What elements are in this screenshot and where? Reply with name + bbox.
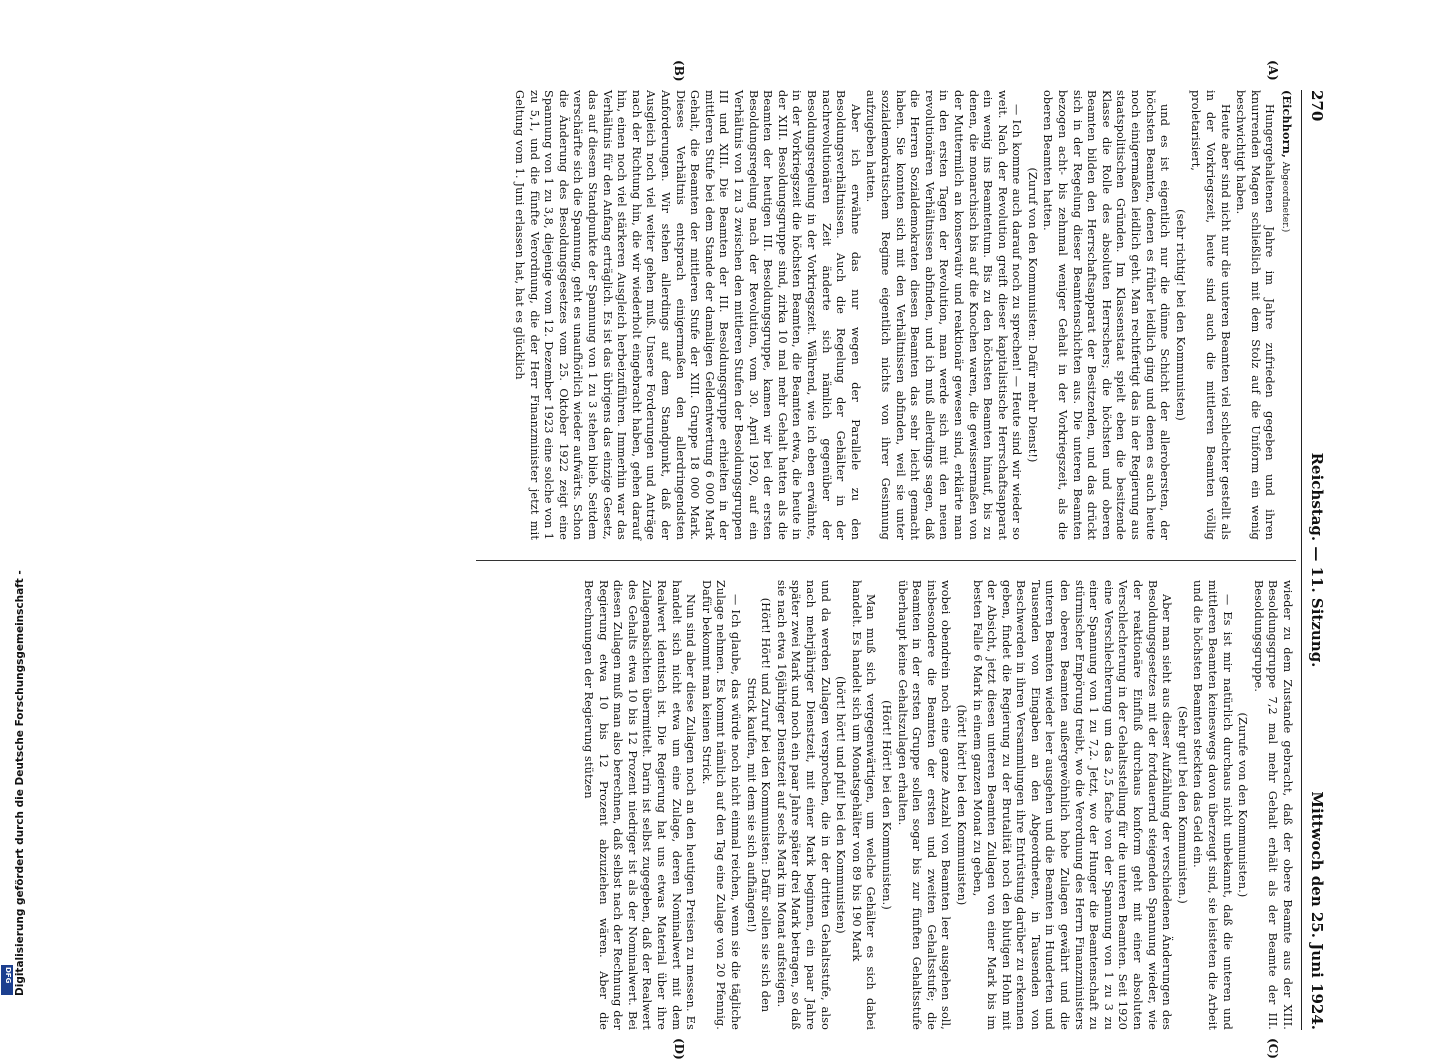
dfg-logo <box>1 965 13 995</box>
paragraph: wieder zu dem Zustande gebracht, daß der obere Beamte aus der XIII. Besoldungsgruppe 7,2 mal mehr Gehalt erhält als der Beamte der III. Besoldungsgruppe. <box>1251 580 1294 1030</box>
paragraph: Man muß sich vergegenwärtigen, um welche Gehälter es sich dabei handelt. Es handelt sich um Monatsgehälter von 89 bis 190 Mark <box>849 580 878 1030</box>
page-number: 270 <box>1308 90 1326 122</box>
paragraph: Heute aber sind nicht nur die unteren Beamten viel schlechter gestellt als in der Vorkriegszeit, heute sind auch die mittleren Beamten völlig proletarisiert, <box>1189 90 1232 540</box>
right-column <box>580 580 1295 1030</box>
page-header <box>1304 90 1326 1030</box>
interjection: (Sehr gut! bei den Kommunisten.) <box>1175 706 1189 904</box>
paragraph: und es ist eigentlich nur die dünne Schicht der allerobersten, der höchsten Beamten, denen es früher leidlich ging und denen es auch heute noch einigermaßen leidlich geht. Man rechtfertigt das in der Regierung aus staatspolitischen Gründen. Im Klassenstaat spielt eben die besitzende Klasse die Rolle des absoluten Herrschers; die höchsten und oberen Beamten bilden den Herrschaftsapparat der Besitzenden, und das drückt sich in der Regelung dieser Beamtenschichten aus. Die unteren Beamten bezogen acht- bis zehnmal weniger Gehalt in der Vorkriegszeit, als die oberen Beamten hatten. <box>1041 90 1172 540</box>
paragraph: Nun sind aber diese Zulagen noch an den heutigen Preisen zu messen. Es handelt sich nicht etwa um eine Zulage, deren Nominalwert mit dem Realwert identisch ist. Die Regierung hat uns etwas Material über ihre Zulagenabsichten übermittelt. Darin ist selbst zugegeben, daß der Realwert des Gehalts etwa 10 bis 12 Prozent niedriger ist als der Nominalwert. Bei diesen Zulagen muß man also berechnen, daß selbst nach der Rechnung der Regierung etwa 10 bis 12 Prozent abzuziehen wären. Aber die Berechnungen der Regierung stützen <box>582 580 698 1030</box>
interjection: (hört! hört! bei den Kommunisten) <box>954 704 968 906</box>
margin-marker-c: (C) <box>1266 1038 1280 1059</box>
interjection: (hört! hört! und pfui! bei den Kommunisten) <box>834 676 848 934</box>
paragraph: und da werden Zulagen versprochen, die in der dritten Gehaltsstufe, also nach mehrjähriger Dienstzeit, mit einer Mark beginnen, ein paar Jahre später zwei Mark und noch ein paar Jahre später drei Mark betragen, so daß sie nach etwa 16jähriger Dienstzeit auf sechs Mark im Monat aufsteigen. <box>774 580 832 1030</box>
left-column <box>511 90 1294 540</box>
paragraph: Aber man sieht aus dieser Aufzählung der verschiedenen Änderungen des Besoldungsgesetzes mit der fortdauernd steigenden Spannung wieder, wie der reaktionäre Einfluß durchaus konform geht mit einer absoluten Verschlechterung in der Gehaltsstellung für die unteren Beamten. Seit 1920 eine Verschlechterung um das 2,5 fache von der Spannung von 1 zu 3 zu einer Spannung von 1 zu 7,2. Jetzt, wo der Hunger die Beamtenschaft zu stürmischer Empörung treibt, wo die Verordnung des Herrn Finanzministers den oberen Beamten außergewöhnlich hohe Zulagen gewährt und die unteren Beamten wieder leer ausgehen und die Beamten in Hunderten und Tausenden von Eingaben an den Abgeordneten, in Tausenden von Beschwerden in ihren Versammlungen ihre Entrüstung darüber zu erkennen geben, findet die Regierung zu der Brutalität noch den blutigen Hohn mit der Absicht, jetzt diesen unteren Beamten Zulagen von einer Mark bis im besten Falle 6 Mark in einem ganzen Monat zu geben, <box>970 580 1174 1030</box>
interjection: (Hört! Hört! und Zuruf bei den Kommunisten: Dafür sollen sie sich den Strick kaufen, mit dem sie sich aufhängen!) <box>744 597 773 1013</box>
paragraph: — Es ist mir natürlich durchaus nicht unbekannt, daß die unteren und mittleren Beamten keineswegs davon überzeugt sind, sie leisteten die Arbeit und die höchsten Beamten steckten das Geld ein. <box>1191 580 1234 1030</box>
paragraph: Aber ich erwähne das nur wegen der Parallele zu den Besoldungsverhältnissen. Auch die Regelung der Gehälter in der nachrevolutionären Zeit änderte sich nämlich gegenüber der Besoldungsregelung in der Vorkriegszeit. Während, wie ich eben erwähnte, in der Vorkriegszeit die höchsten Beamten, die Beamten etwa, die heute in der XIII. Besoldungsgruppe sind, zirka 10 mal mehr Gehalt hatten als die Beamten der heutigen III. Besoldungsgruppe, kamen wir bei der ersten Besoldungsregelung nach der Revolution, vom 30. April 1920, auf ein Verhältnis von 1 zu 3 zwischen den mittleren Stufen der Besoldungsgruppen III und XIII. Die Beamten der III. Besoldungsgruppe erhielten in der mittleren Stufe bei dem Stande der damaligen Geldentwertung 6 000 Mark Gehalt, die Beamten der mittleren Stufe der XIII. Gruppe 18 000 Mark. Dieses Verhältnis entsprach einigermaßen den allerdringendsten Anforderungen. Wir stehen allerdings auf dem Standpunkt, daß der Ausgleich noch viel weiter gehen muß. Unsere Forderungen und Anträge nach der Richtung hin, die wir wiederholt eingebracht haben, gehen darauf hin, einen noch viel stärkeren Ausgleich herbeizuführen. Immerhin war das Verhältnis für den Anfang erträglich. Es ist das übrigens das einzige Gesetz, das auf diesem Standpunkte der Spannung von 1 zu 3 stehen blieb. Seitdem verschärfte sich die Spannung, geht es unaufhörlich wieder aufwärts. Schon die Änderung des Besoldungsgesetzes vom 25. Oktober 1922 zeigt eine Spannung von 1 zu 3,8, diejenige vom 12. Dezember 1923 eine solche von 1 zu 5,1, und die fünfte Verordnung, die der Herr Finanzminister jetzt mit Geltung vom 1. Juni erlassen hat, hat es glücklich <box>513 90 862 540</box>
speaker-name: (Eichhorn, <box>1280 90 1294 159</box>
interjection: (sehr richtig! bei den Kommunisten) <box>1173 209 1187 421</box>
header-rule <box>1301 90 1302 1030</box>
margin-marker-b: (B) <box>672 60 686 82</box>
paragraph: Hungergehaltenen Jahre im Jahre zufrieden gegeben und ihren knurrenden Magen schließlich mit dem Stolz auf die Uniform ein wenig beschwichtigt haben. <box>1234 90 1277 540</box>
dfg-logo-text: DFG <box>4 967 12 984</box>
paragraph: — Ich glaube, das würde noch nicht einmal reichen, wenn sie die tägliche Zulage nehmen. Es kommt nämlich auf den Tag eine Zulage von 20 Pfennig. Dafür bekommt man keinen Strick. <box>699 580 743 1030</box>
interjection: (Zuruf von den Kommunisten: Dafür mehr Dienst!) <box>1025 167 1039 463</box>
footer <box>0 0 26 1000</box>
funding-notice: Digitalisierung gefördert durch die Deutsche Forschungsgemeinschaft - <box>14 570 26 996</box>
margin-marker-d: (D) <box>672 1038 686 1060</box>
paragraph: — Ich komme auch darauf noch zu sprechen! — Heute sind wir wieder so weit. Nach der Revolution greift dieser kapitalistische Herrschaftsapparat ein wenig ins Beamtentum. Bis zu den höchsten Beamten hinauf, bis zu denen, die monarchisch bis auf die Knochen waren, die gewissermaßen von der Muttermilch an konservativ und reaktionär gewesen sind, erklärte man in den ersten Tagen der Revolution, man werde sich mit den neuen revolutionären Verhältnissen abfinden, und ich muß allerdings sagen, daß die Herren Sozialdemokraten diesen Beamten das sehr leicht gemacht haben. Sie konnten sich mit den Verhältnissen abfinden, weil sie unter sozialdemokratischem Regime eigentlich nichts von ihrer Gesinnung aufzugeben hatten. <box>864 90 1024 540</box>
speaker-line <box>1277 90 1294 540</box>
interjection: (Zurufe von den Kommunisten.) <box>1236 712 1250 898</box>
rotated-page <box>36 60 1326 1060</box>
margin-marker-a: (A) <box>1266 60 1280 81</box>
speaker-role: Abgeordneter.) <box>1280 161 1290 233</box>
column-divider <box>476 560 1296 561</box>
paragraph: wobei obendrein noch eine ganze Anzahl von Beamten leer ausgehen soll, insbesondere die Beamten der ersten und zweiten Gehaltsstufe; die Beamten in der ersten Gruppe sollen sogar bis zur fünften Gehaltsstufe überhaupt keine Gehaltszulagen erhalten. <box>895 580 953 1030</box>
session-title: Reichstag. — 11. Sitzung. <box>1308 452 1326 668</box>
interjection: (Hört! Hört! bei den Kommunisten.) <box>879 700 893 910</box>
session-date: Mittwoch den 25. Juni 1924. <box>1308 791 1326 1030</box>
